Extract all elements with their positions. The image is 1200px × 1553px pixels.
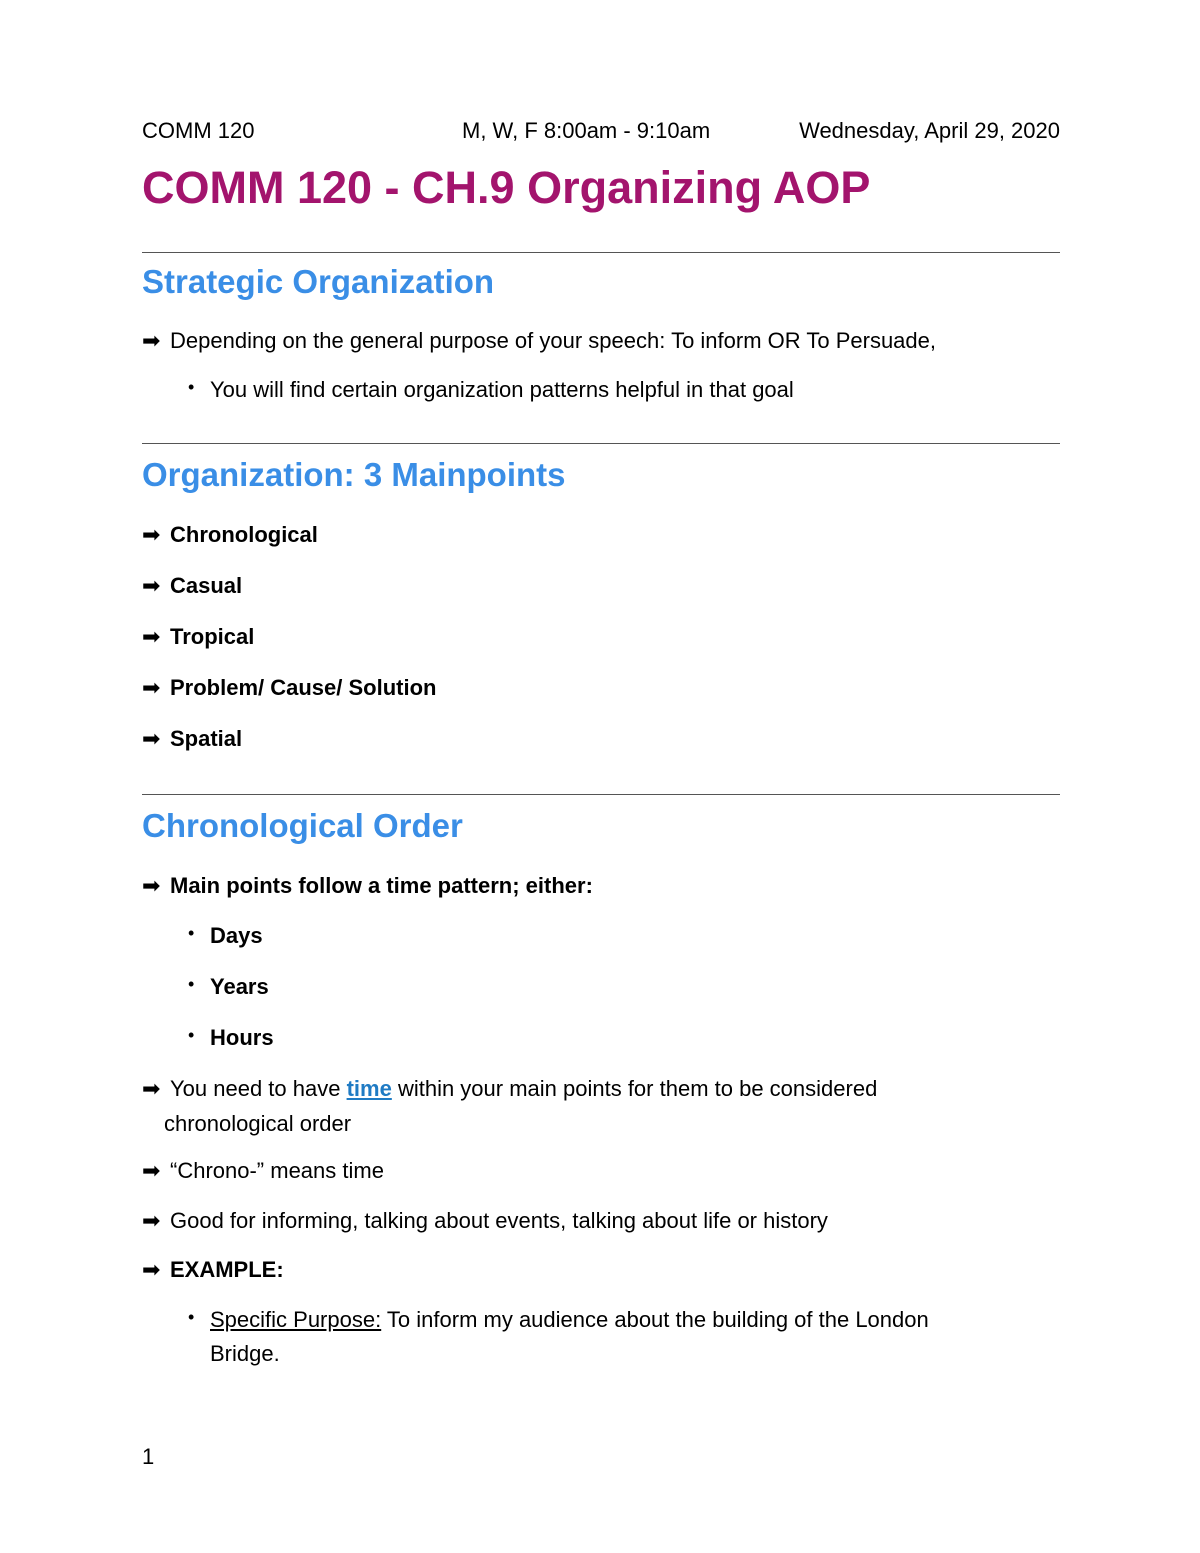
arrow-icon: ➡: [142, 873, 161, 898]
header-schedule: M, W, F 8:00am - 9:10am: [462, 118, 711, 143]
list-item: ➡ Casual: [142, 569, 242, 603]
sub-list-item: • Specific Purpose: To inform my audience about the building of the London: [188, 1303, 929, 1338]
list-item: ➡ “Chrono-” means time: [142, 1154, 384, 1188]
sub-list-item: • Days: [188, 919, 263, 954]
arrow-icon: ➡: [142, 1257, 161, 1282]
section-heading-strategic: Strategic Organization: [142, 263, 495, 300]
bullet-icon: •: [188, 1307, 195, 1327]
list-item: ➡ Main points follow a time pattern; either:: [142, 869, 593, 903]
arrow-icon: ➡: [142, 573, 161, 598]
bullet-icon: •: [188, 1025, 195, 1045]
arrow-icon: ➡: [142, 1076, 161, 1101]
sub-list-item: • Years: [188, 970, 269, 1005]
arrow-icon: ➡: [142, 675, 161, 700]
arrow-icon: ➡: [142, 726, 161, 751]
sub-list-item-continuation: Bridge.: [210, 1341, 280, 1366]
bullet-icon: •: [188, 974, 195, 994]
document-title: COMM 120 - CH.9 Organizing AOP: [142, 162, 871, 213]
arrow-icon: ➡: [142, 328, 161, 353]
page-number: 1: [142, 1444, 155, 1469]
sub-list-item: • Hours: [188, 1021, 274, 1056]
list-item: ➡ Spatial: [142, 722, 242, 756]
header-date: Wednesday, April 29, 2020: [799, 118, 1060, 143]
sub-list-item: • You will find certain organization patterns helpful in that goal: [188, 373, 794, 408]
arrow-icon: ➡: [142, 522, 161, 547]
arrow-icon: ➡: [142, 1158, 161, 1183]
divider: [142, 252, 1060, 253]
divider: [142, 443, 1060, 444]
list-item: ➡ Depending on the general purpose of your speech: To inform OR To Persuade,: [142, 324, 936, 358]
list-item-continuation: chronological order: [164, 1111, 352, 1136]
arrow-icon: ➡: [142, 1208, 161, 1233]
list-item: ➡ Chronological: [142, 518, 318, 552]
header-course: COMM 120: [142, 118, 255, 143]
time-link[interactable]: time: [346, 1076, 392, 1101]
section-heading-mainpoints: Organization: 3 Mainpoints: [142, 456, 566, 493]
list-item: ➡ You need to have time within your main points for them to be considered: [142, 1072, 877, 1106]
list-item: ➡ Good for informing, talking about events, talking about life or history: [142, 1204, 828, 1238]
arrow-icon: ➡: [142, 624, 161, 649]
bullet-icon: •: [188, 377, 195, 397]
page-header: [142, 114, 1060, 148]
list-item: ➡ Tropical: [142, 620, 254, 654]
section-heading-chronological: Chronological Order: [142, 807, 463, 844]
list-item: ➡ EXAMPLE:: [142, 1253, 284, 1287]
list-item: ➡ Problem/ Cause/ Solution: [142, 671, 436, 705]
divider: [142, 794, 1060, 795]
bullet-icon: •: [188, 923, 195, 943]
